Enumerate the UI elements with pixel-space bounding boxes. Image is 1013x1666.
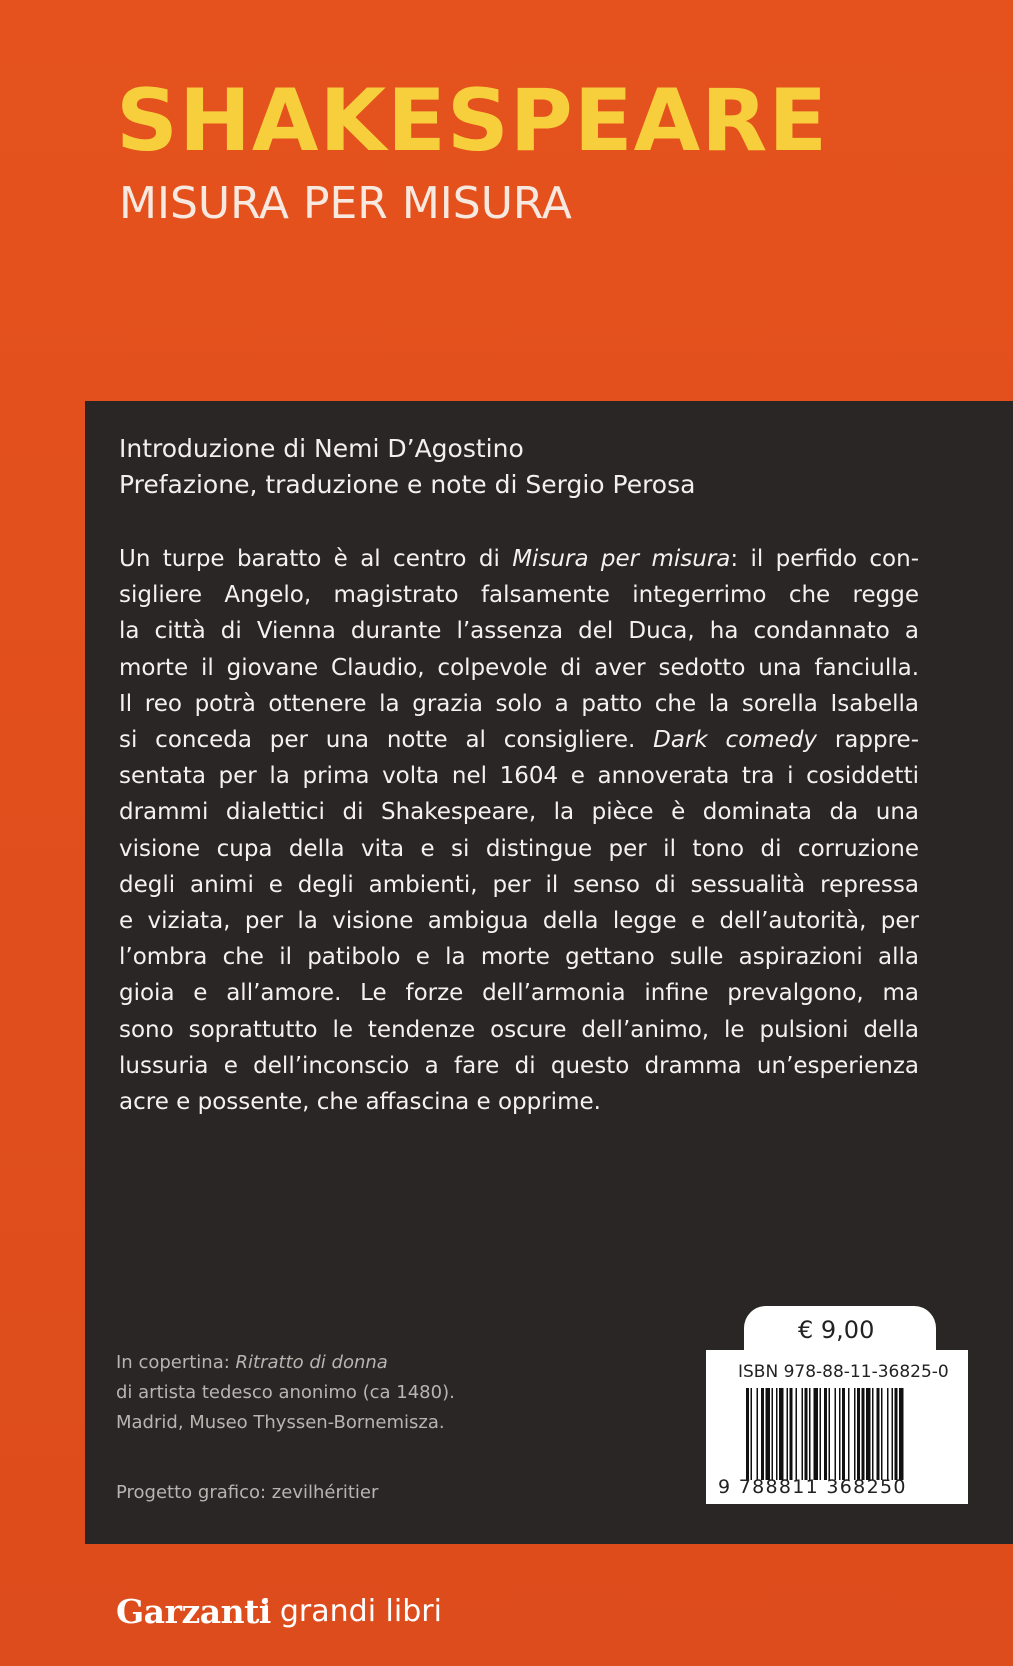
synopsis-text: rappre-: [817, 727, 920, 754]
work-title: Misura per misura: [512, 546, 731, 572]
synopsis-line: Il reo potrà ottenere la grazia solo a patto che la sorella Isabella: [119, 690, 919, 717]
book-title: MISURA PER MISURA: [119, 178, 572, 229]
synopsis-line: sono soprattutto le tendenze oscure dell’animo, le pulsioni della: [119, 1016, 919, 1043]
genre-term: Dark comedy: [653, 727, 818, 754]
synopsis-line: [119, 541, 919, 577]
barcode-icon: [746, 1388, 942, 1480]
ean-digits: 9 788811 368250: [718, 1476, 907, 1498]
series-name: i grandi libri: [262, 1594, 442, 1629]
cover-credit-line: Madrid, Museo Thyssen-Bornemisza.: [116, 1412, 445, 1433]
synopsis-text: Un turpe baratto è al centro di: [119, 546, 513, 572]
publisher-logo: Garzanti: [116, 1592, 271, 1631]
synopsis-line: drammi dialettici di Shakespeare, la pièce è dominata da una: [119, 799, 919, 826]
synopsis-line: sentata per la prima volta nel 1604 e annoverata tra i cosiddetti: [119, 763, 919, 790]
artwork-title: Ritratto di donna: [235, 1352, 388, 1373]
synopsis-line: acre e possente, che affascina e opprime.: [119, 1089, 601, 1116]
author-name: SHAKESPEARE: [116, 71, 829, 171]
synopsis: [119, 541, 919, 1120]
cover-credit-prefix: In copertina:: [116, 1352, 236, 1373]
synopsis-line: visione cupa della vita e si distingue per il tono di corruzione: [119, 835, 919, 862]
credits: [119, 431, 695, 503]
translation-credit: Prefazione, traduzione e note di Sergio Perosa: [119, 470, 696, 499]
synopsis-line: [119, 722, 919, 758]
cover-image-credit: [116, 1348, 455, 1438]
synopsis-line: degli animi e degli ambienti, per il senso di sessualità repressa: [119, 871, 919, 898]
synopsis-line: morte il giovane Claudio, colpevole di aver sedotto una fanciulla.: [119, 654, 919, 681]
synopsis-line: l’ombra che il patibolo e la morte gettano sulle aspirazioni alla: [119, 944, 919, 971]
introduction-credit: Introduzione di Nemi D’Agostino: [119, 434, 524, 463]
synopsis-text: si conceda per una notte al consigliere.: [119, 727, 654, 754]
synopsis-text: : il perfido con-: [730, 546, 920, 572]
price: € 9,00: [798, 1316, 875, 1344]
synopsis-line: sigliere Angelo, magistrato falsamente integerrimo che regge: [119, 582, 919, 609]
synopsis-line: gioia e all’amore. Le forze dell’armonia infine prevalgono, ma: [119, 980, 919, 1007]
synopsis-line: e viziata, per la visione ambigua della legge e dell’autorità, per: [119, 908, 919, 935]
graphic-design-credit: Progetto grafico: zevilhéritier: [116, 1482, 379, 1503]
isbn: ISBN 978-88-11-36825-0: [738, 1362, 949, 1382]
cover-credit-line: di artista tedesco anonimo (ca 1480).: [116, 1382, 455, 1403]
cover-credit-line: [116, 1348, 455, 1378]
synopsis-line: la città di Vienna durante l’assenza del Duca, ha condannato a: [119, 618, 919, 645]
synopsis-line: lussuria e dell’inconscio a fare di questo dramma un’esperienza: [119, 1052, 919, 1079]
